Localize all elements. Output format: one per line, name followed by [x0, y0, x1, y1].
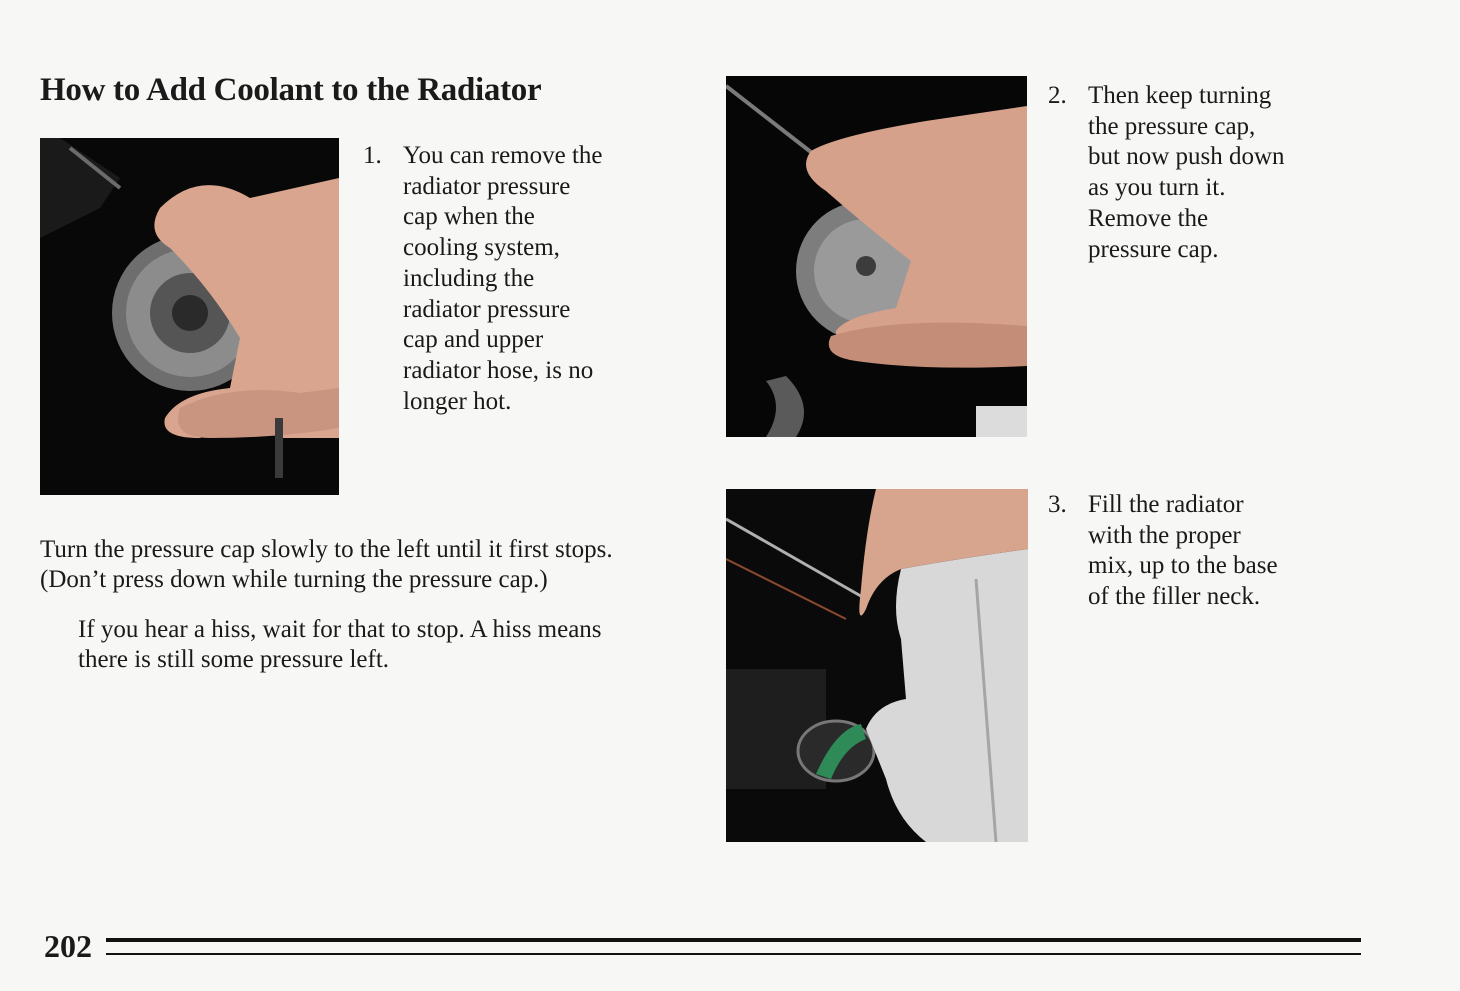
paragraph-hiss-note: If you hear a hiss, wait for that to stop. A hiss means there is still some pressure left.	[78, 616, 602, 673]
photo-hand-pushing-cap	[726, 76, 1027, 437]
footer-rule-thick	[106, 938, 1361, 942]
step-3	[1048, 490, 1278, 613]
page-title: How to Add Coolant to the Radiator	[40, 72, 542, 108]
step-number: 3.	[1048, 491, 1067, 518]
photo-hand-turning-cap	[40, 138, 339, 495]
paragraph-turn-cap: Turn the pressure cap slowly to the left until it first stops. (Don’t press down while turning the pressure cap.)	[40, 536, 613, 593]
step-2	[1048, 81, 1285, 265]
step-number: 1.	[363, 142, 382, 169]
page-number: 202	[44, 928, 92, 964]
step-1	[363, 141, 603, 417]
step-text: You can remove the radiator pressure cap when the cooling system, including the radiator pressure cap and upper radiator hose, is no longer hot.	[403, 142, 603, 415]
step-text: Then keep turning the pressure cap, but now push down as you turn it. Remove the pressure cap.	[1088, 82, 1285, 263]
footer-rule-thin	[106, 953, 1361, 955]
step-number: 2.	[1048, 82, 1067, 109]
photo-pouring-coolant	[726, 489, 1028, 842]
step-text: Fill the radiator with the proper mix, up to the base of the filler neck.	[1088, 491, 1278, 611]
